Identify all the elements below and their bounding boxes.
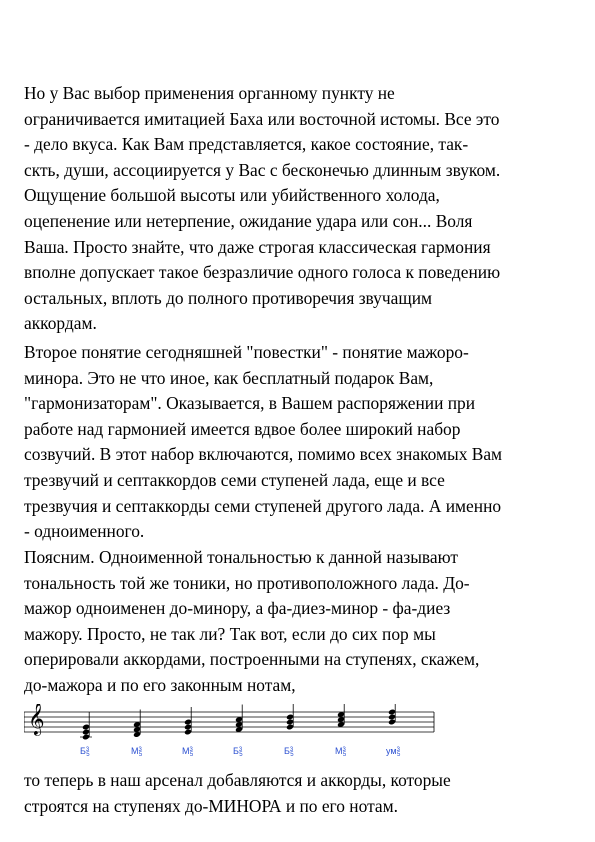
paragraph-major-minor [24,340,576,545]
text-line: оперировали аккордами, построенными на ступенях, скажем, [24,649,480,670]
chord-label: $Б^3$ 5 [284,746,294,758]
paragraph-organ-point [24,81,576,337]
text-line: "гармонизаторам". Оказывается, в Вашем распоряжении при [24,393,476,414]
text-line: - одноименного. [24,521,145,542]
chord-label: $М^3$ 5 [182,746,194,758]
text-line: мажору. Просто, не так ли? Так вот, если до сих пор мы [24,623,436,644]
chord [182,707,194,758]
text-line: аккордам. [24,313,97,334]
text-line: строятся на ступенях до-МИНОРА и по его нотам. [24,795,398,816]
music-staff-example [24,704,576,764]
text-line: тональность той же тоники, но противоположного лада. До- [24,572,470,593]
text-line: Ощущение большой высоты или убийственного холода, [24,185,440,206]
chord-label: $М^3$ 5 [131,746,143,758]
text-line: трезвучий и септаккордов семи ступеней лада, еще и все [24,469,445,490]
text-line: скть, души, ассоциируется у Вас с бесконечью длинным звуком. [24,159,501,180]
chord [233,705,243,759]
text-line: вполне допускает такое безразличие одного голоса к поведению [24,262,501,283]
treble-clef-icon: 𝄞 [28,704,45,735]
text-line: оцепенение или нетерпение, ожидание удара или сон... Воля [24,210,473,231]
text-line: Но у Вас выбор применения органному пункту не [24,83,395,103]
text-line: трезвучия и септаккорды семи ступеней другого лада. А именно [24,495,502,516]
chord-label: $ум^3$ 5 [386,746,401,758]
chord-label: $М^3$ 5 [335,746,347,758]
text-line: остальных, вплоть до полного противоречия звучащим [24,287,433,308]
text-line: мажор одноименен до-минору, а фа-диез-минор - фа-диез [24,598,451,619]
chord-label: $Б^3$ 5 [80,746,90,758]
text-line: работе над гармонией имеется вдвое более широкий набор [24,418,461,439]
paragraph-conclusion [24,768,576,819]
paragraph-explanation [24,545,576,699]
text-line: ограничивается имитацией Баха или восточной истомы. Все это [24,108,500,129]
text-line: Второе понятие сегодняшней "повестки" - понятие мажоро- [24,342,469,362]
text-line: созвучий. В этот набор включаются, помимо всех знакомых Вам [24,444,503,465]
text-line: то теперь в наш арсенал добавляются и аккорды, которые [24,770,451,790]
text-line: Поясним. Одноименной тональностью к данной называют [24,547,458,567]
chord-label: $Б^3$ 5 [233,746,243,758]
text-line: минора. Это не что иное, как бесплатный подарок Вам, [24,367,434,388]
text-line: Ваша. Просто знайте, что даже строгая классическая гармония [24,236,491,257]
text-line: - дело вкуса. Как Вам представляется, какое состояние, так- [24,134,469,155]
text-line: до-мажора и по его законным нотам, [24,674,296,695]
chord [80,712,92,758]
